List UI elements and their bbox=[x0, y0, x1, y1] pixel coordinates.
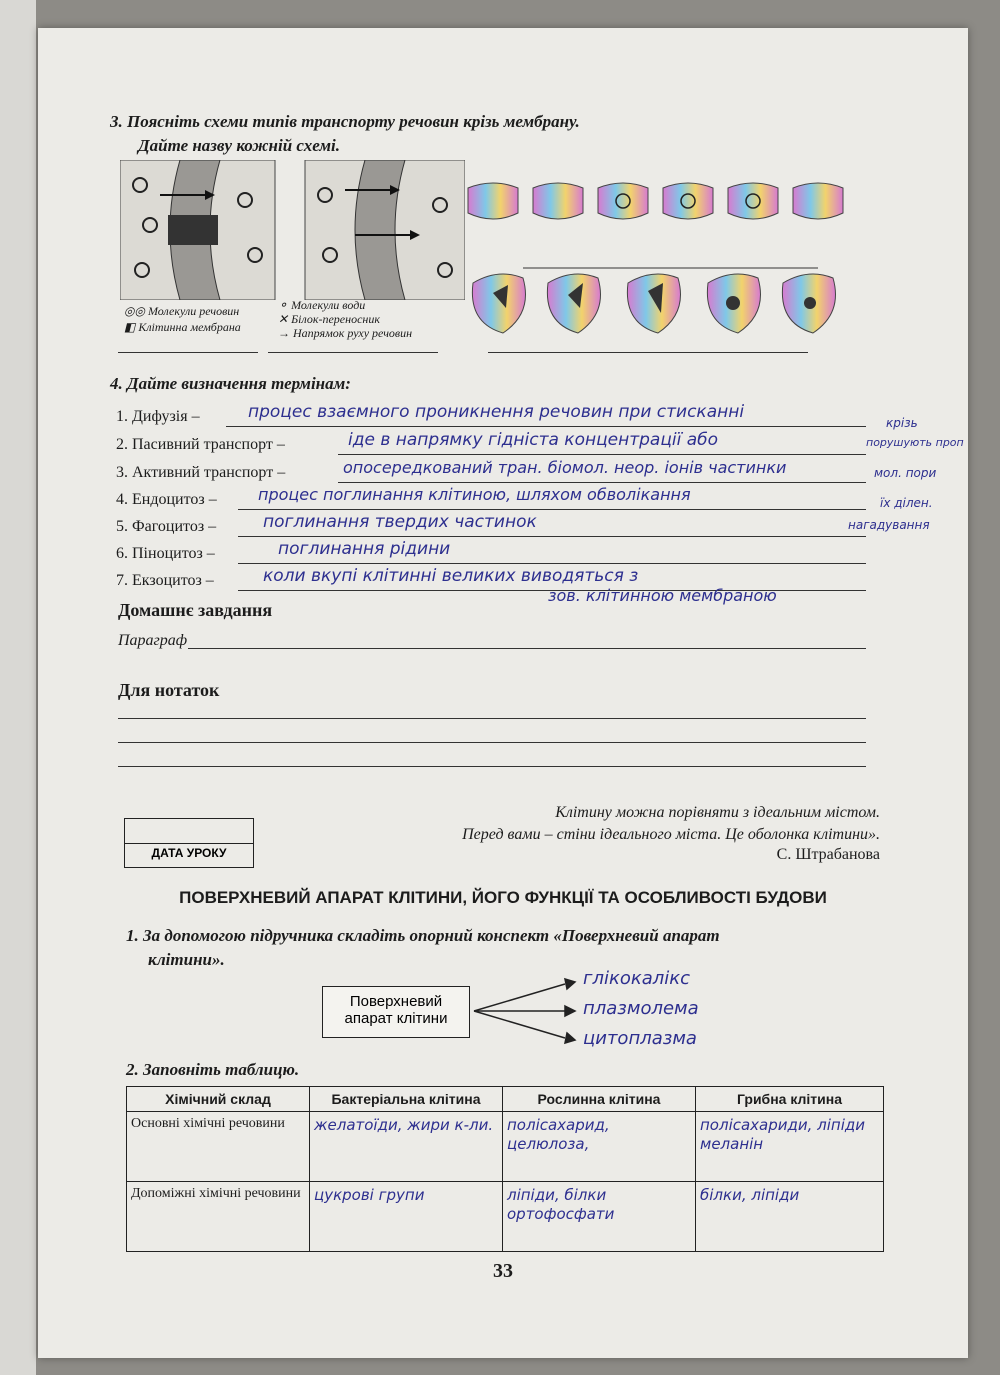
margin-note: крізь bbox=[886, 416, 918, 430]
workbook-page bbox=[38, 28, 968, 1358]
legend-water: ⚬ Молекули води bbox=[278, 298, 366, 312]
answer-phagocytosis: поглинання твердих частинок bbox=[263, 512, 537, 532]
table-cell: ліпіди, білки ортофосфати bbox=[503, 1182, 696, 1252]
arrow-answer-2: плазмолема bbox=[583, 998, 699, 1019]
arrow-answer-3: цитоплазма bbox=[583, 1028, 697, 1049]
table-header: Хімічний склад bbox=[127, 1087, 310, 1112]
answer-line bbox=[338, 454, 866, 455]
table-header-row bbox=[127, 1087, 884, 1112]
margin-note: мол. пори bbox=[874, 466, 937, 480]
table-cell: желатоїди, жири к-ли. bbox=[310, 1112, 503, 1182]
task4-title: 4. Дайте визначення термінам: bbox=[110, 374, 351, 393]
answer-line bbox=[268, 352, 438, 353]
box-line2: апарат клітини bbox=[344, 1010, 448, 1027]
answer-line bbox=[188, 648, 866, 649]
adjacent-page-strip bbox=[0, 0, 36, 1375]
page-number: 33 bbox=[493, 1260, 513, 1282]
lesson-date-box bbox=[124, 818, 254, 868]
answer-line bbox=[238, 563, 866, 564]
task1-title-line1: 1. За допомогою підручника складіть опорний конспект «Поверхневий апарат bbox=[126, 926, 720, 945]
answer-line bbox=[118, 352, 258, 353]
lesson-title: ПОВЕРХНЕВИЙ АПАРАТ КЛІТИНИ, ЙОГО ФУНКЦІЇ ТА ОСОБЛИВОСТІ БУДОВИ bbox=[179, 888, 827, 907]
legend-molecules: ◎◎ Молекули речовин bbox=[124, 304, 240, 318]
answer-endocytosis: процес поглинання клітиною, шляхом обволікання bbox=[258, 485, 691, 504]
table-cell: полісахариди, ліпіди меланін bbox=[696, 1112, 884, 1182]
table-cell: цукрові групи bbox=[310, 1182, 503, 1252]
term-active: 3. Активний транспорт – bbox=[116, 464, 286, 481]
row-label: Основні хімічні речовини bbox=[127, 1112, 310, 1182]
homework-title: Домашнє завдання bbox=[118, 600, 273, 620]
answer-line bbox=[226, 426, 866, 427]
table-row bbox=[127, 1182, 884, 1252]
paragraph-label: Параграф bbox=[118, 632, 188, 649]
term-diffusion: 1. Дифузія – bbox=[116, 408, 200, 425]
task1-title-line2: клітини». bbox=[148, 950, 225, 969]
table-header: Бактеріальна клітина bbox=[310, 1087, 503, 1112]
answer-pinocytosis: поглинання рідини bbox=[278, 539, 451, 559]
quote-line2: Перед вами – стіни ідеального міста. Це оболонка клітини». bbox=[462, 826, 880, 843]
table-header: Рослинна клітина bbox=[503, 1087, 696, 1112]
answer-exocytosis-continued: зов. клітинною мембраною bbox=[548, 586, 777, 605]
box-line1: Поверхневий bbox=[349, 993, 443, 1010]
margin-note: їх ділен. bbox=[880, 496, 933, 510]
margin-note: нагадування bbox=[848, 518, 930, 532]
chemical-composition-table bbox=[126, 1086, 884, 1252]
answer-exocytosis: коли вкупі клітинні великих виводяться з bbox=[263, 566, 639, 586]
task3-subtitle: Дайте назву кожній схемі. bbox=[138, 136, 340, 155]
quote-line1: Клітину можна порівняти з ідеальним містом. bbox=[555, 804, 880, 821]
term-exocytosis: 7. Екзоцитоз – bbox=[116, 572, 214, 589]
margin-note: порушують проп bbox=[866, 436, 964, 449]
legend-carrier: ✕ Білок-переносник bbox=[278, 312, 380, 326]
notes-title: Для нотаток bbox=[118, 680, 220, 700]
surface-apparatus-box bbox=[322, 986, 470, 1038]
table-cell: білки, ліпіди bbox=[696, 1182, 884, 1252]
transport-diagrams bbox=[120, 160, 465, 300]
task3-title: 3. Поясніть схеми типів транспорту речовин крізь мембрану. bbox=[110, 112, 580, 131]
notes-line bbox=[118, 742, 866, 743]
answer-line bbox=[488, 352, 808, 353]
answer-line bbox=[238, 536, 866, 537]
answer-passive: іде в напрямку гідніста концентрації або bbox=[348, 430, 719, 450]
term-passive: 2. Пасивний транспорт – bbox=[116, 436, 285, 453]
concept-arrows bbox=[470, 976, 580, 1056]
endocytosis-diagrams bbox=[458, 173, 858, 343]
notes-line bbox=[118, 718, 866, 719]
table-header: Грибна клітина bbox=[696, 1087, 884, 1112]
notes-line bbox=[118, 766, 866, 767]
task2-title: 2. Заповніть таблицю. bbox=[126, 1060, 300, 1079]
answer-active: опосередкований тран. біомол. неор. іонів частинки bbox=[343, 458, 787, 477]
table-row bbox=[127, 1112, 884, 1182]
answer-diffusion: процес взаємного проникнення речовин при стисканні bbox=[248, 402, 745, 422]
legend-membrane: ◧ Клітинна мембрана bbox=[124, 320, 241, 334]
arrow-answer-1: глікокалікс bbox=[583, 968, 691, 989]
answer-line bbox=[338, 482, 866, 483]
row-label: Допоміжні хімічні речовини bbox=[127, 1182, 310, 1252]
table-cell: полісахарид, целюлоза, bbox=[503, 1112, 696, 1182]
legend-direction: → Напрямок руху речовин bbox=[278, 326, 413, 340]
term-endocytosis: 4. Ендоцитоз – bbox=[116, 491, 217, 508]
lesson-date-label: ДАТА УРОКУ bbox=[151, 846, 227, 860]
quote-author: С. Штрабанова bbox=[776, 846, 880, 863]
term-phagocytosis: 5. Фагоцитоз – bbox=[116, 518, 217, 535]
answer-line bbox=[238, 509, 866, 510]
term-pinocytosis: 6. Піноцитоз – bbox=[116, 545, 215, 562]
